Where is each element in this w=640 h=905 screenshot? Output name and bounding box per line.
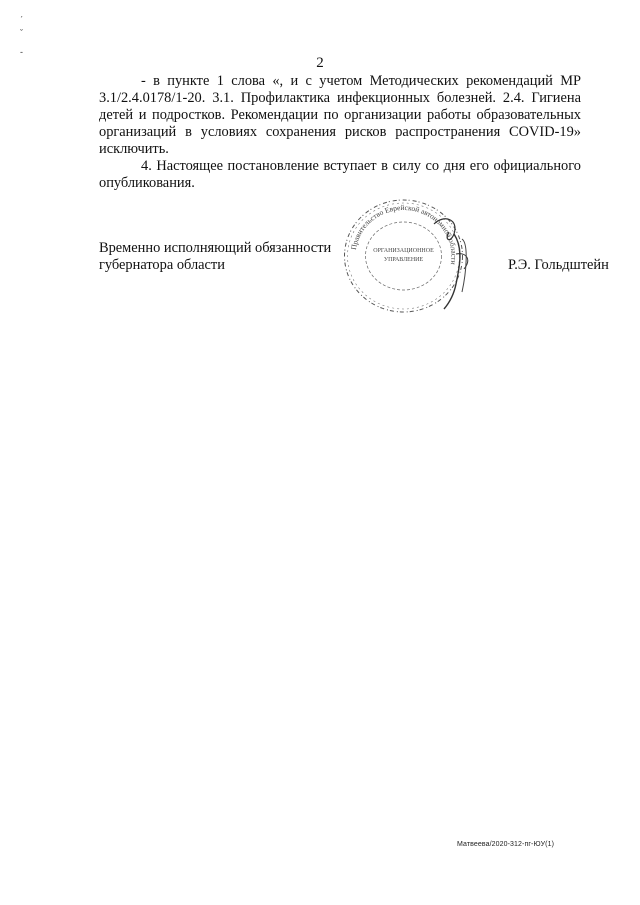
scan-artifact: -: [20, 47, 23, 57]
scan-artifact: ˇ: [20, 28, 23, 38]
paragraph-effective-date: 4. Настоящее постановление вступает в силу со дня его официального опубликования.: [99, 158, 581, 191]
scan-artifact: ˊ: [20, 15, 23, 25]
signatory-name: Р.Э. Гольдштейн: [508, 257, 609, 273]
signatory-title: [99, 240, 331, 274]
signatory-title-line: губернатора области: [99, 257, 225, 273]
handwritten-signature: [414, 214, 514, 314]
page-number: 2: [316, 55, 324, 71]
seal-inner-text: ОРГАНИЗАЦИОННОЕ: [373, 248, 434, 254]
seal-ring-text: Правительство Еврейской автономной области: [348, 202, 459, 266]
signatory-title-line: Временно исполняющий обязанности: [99, 240, 332, 256]
body-paragraph: [99, 73, 581, 158]
body-paragraph: [99, 158, 581, 192]
paragraph-amendment: - в пункте 1 слова «, и с учетом Методических рекомендаций МР 3.1/2.4.0178/1-20. 3.1. Профилактика инфекционных болезней. 2.4. Гигиена детей и подростков. Рекомендации по организации работы образовательных организаций в условиях сохранения рисков распространения COVID-19» исключить.: [99, 73, 581, 157]
document-code-footer: Матвеева/2020-312-пг-ЮУ(1): [457, 841, 555, 848]
seal-inner-text: УПРАВЛЕНИЕ: [383, 257, 424, 263]
